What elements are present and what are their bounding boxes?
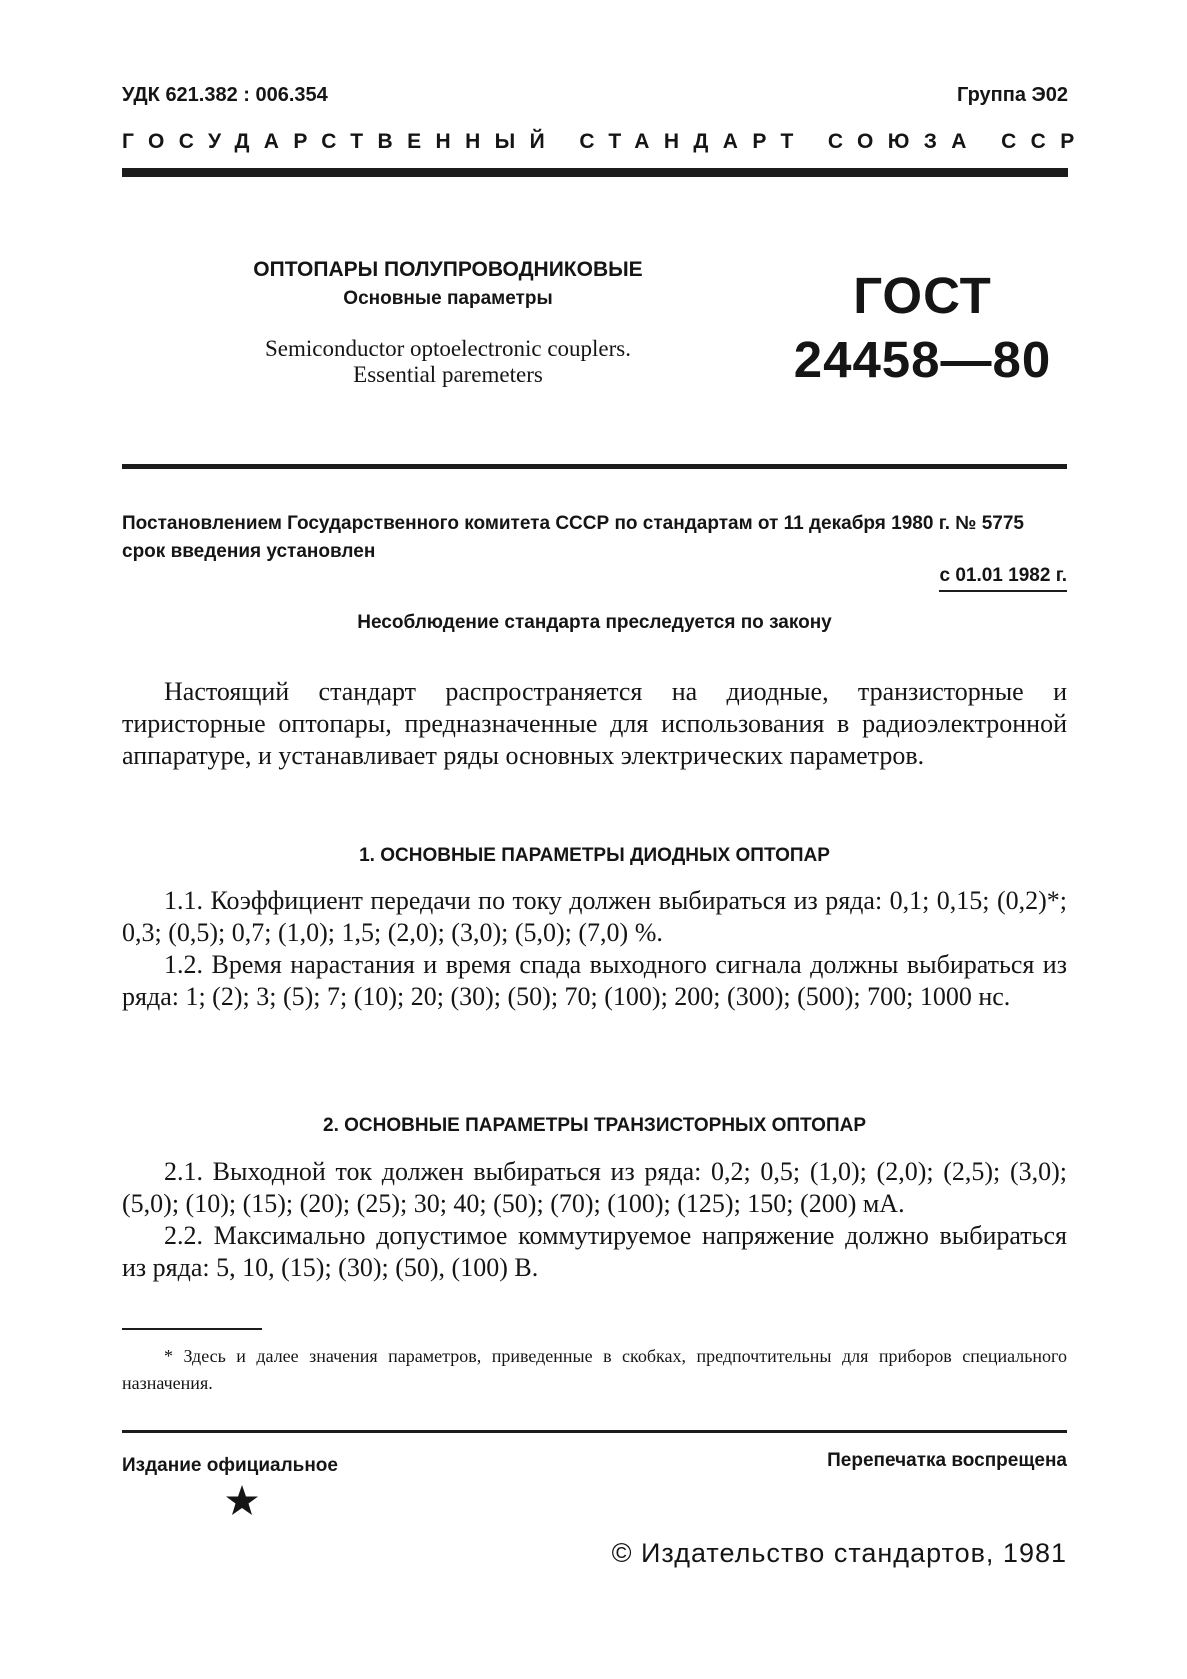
group-code: Группа Э02: [957, 84, 1068, 106]
document-subtitle-ru: Основные параметры: [343, 288, 553, 309]
document-title-en-line1: Semiconductor optoelectronic couplers.: [265, 336, 631, 361]
paragraph-1-1: 1.1. Коэффициент передачи по току должен выбираться из ряда: 0,1; 0,15; (0,2)*; 0,3; (0,5); 0,7; (1,0); 1,5; (2,0); (3,0); (5,0); (7,0) %.: [122, 886, 1067, 947]
section-2-heading: 2. ОСНОВНЫЕ ПАРАМЕТРЫ ТРАНЗИСТОРНЫХ ОПТОПАР: [323, 1115, 866, 1136]
state-standard-banner: ГОСУДАРСТВЕННЫЙ СТАНДАРТ СОЮЗА ССР: [122, 130, 1089, 153]
intro-paragraph: Настоящий стандарт распространяется на диодные, транзисторные и тиристорные оптопары, предназначенные для использования в радиоэлектронной аппаратуре, и устанавливает ряды основных электрических параметров.: [122, 677, 1067, 770]
title-divider: [122, 464, 1067, 469]
legal-notice: Несоблюдение стандарта преследуется по закону: [357, 612, 832, 633]
official-edition-label: Издание официальное: [122, 1455, 338, 1476]
gost-number: 24458—80: [793, 331, 1052, 388]
effective-date: с 01.01 1982 г.: [939, 565, 1067, 592]
paragraph-2-2: 2.2. Максимально допустимое коммутируемое напряжение должно выбираться из ряда: 5, 10, (15); (30); (50), (100) В.: [122, 1221, 1067, 1282]
paragraph-2-1: 2.1. Выходной ток должен выбираться из ряда: 0,2; 0,5; (1,0); (2,0); (2,5); (3,0); (5,0); (10); (15); (20); (25); 30; 40; (50); (70); (100); (125); 150; (200) мА.: [122, 1157, 1067, 1218]
section-2-body: [122, 1156, 1067, 1284]
footnote-divider: [122, 1328, 262, 1330]
gost-designation: [780, 264, 1065, 392]
section-1-body: [122, 885, 1067, 1013]
footnote: * Здесь и далее значения параметров, приведенные в скобках, предпочтительны для приборов специального назначения.: [122, 1346, 1067, 1393]
section-1-heading: 1. ОСНОВНЫЕ ПАРАМЕТРЫ ДИОДНЫХ ОПТОПАР: [359, 845, 830, 866]
document-title-en-line2: Essential paremeters: [353, 362, 543, 387]
footer-divider: [122, 1430, 1067, 1433]
star-icon: [225, 1484, 259, 1518]
copyright-notice: © Издательство стандартов, 1981: [611, 1538, 1067, 1568]
decree-text: Постановлением Государственного комитета СССР по стандартам от 11 декабря 1980 г. № 5775 срок введения установлен: [122, 513, 1024, 562]
document-title-ru: ОПТОПАРЫ ПОЛУПРОВОДНИКОВЫЕ: [253, 258, 643, 281]
paragraph-1-2: 1.2. Время нарастания и время спада выходного сигнала должны выбираться из ряда: 1; (2); 3; (5); 7; (10); 20; (30); (50); 70; (100); 200; (300); (500); 700; 1000 нс.: [122, 950, 1067, 1011]
gost-label: ГОСТ: [853, 267, 992, 324]
udk-code: УДК 621.382 : 006.354: [122, 84, 328, 106]
reprint-prohibited-label: Перепечатка воспрещена: [827, 1450, 1067, 1471]
document-title-en: [198, 336, 698, 388]
header-divider: [122, 168, 1068, 177]
